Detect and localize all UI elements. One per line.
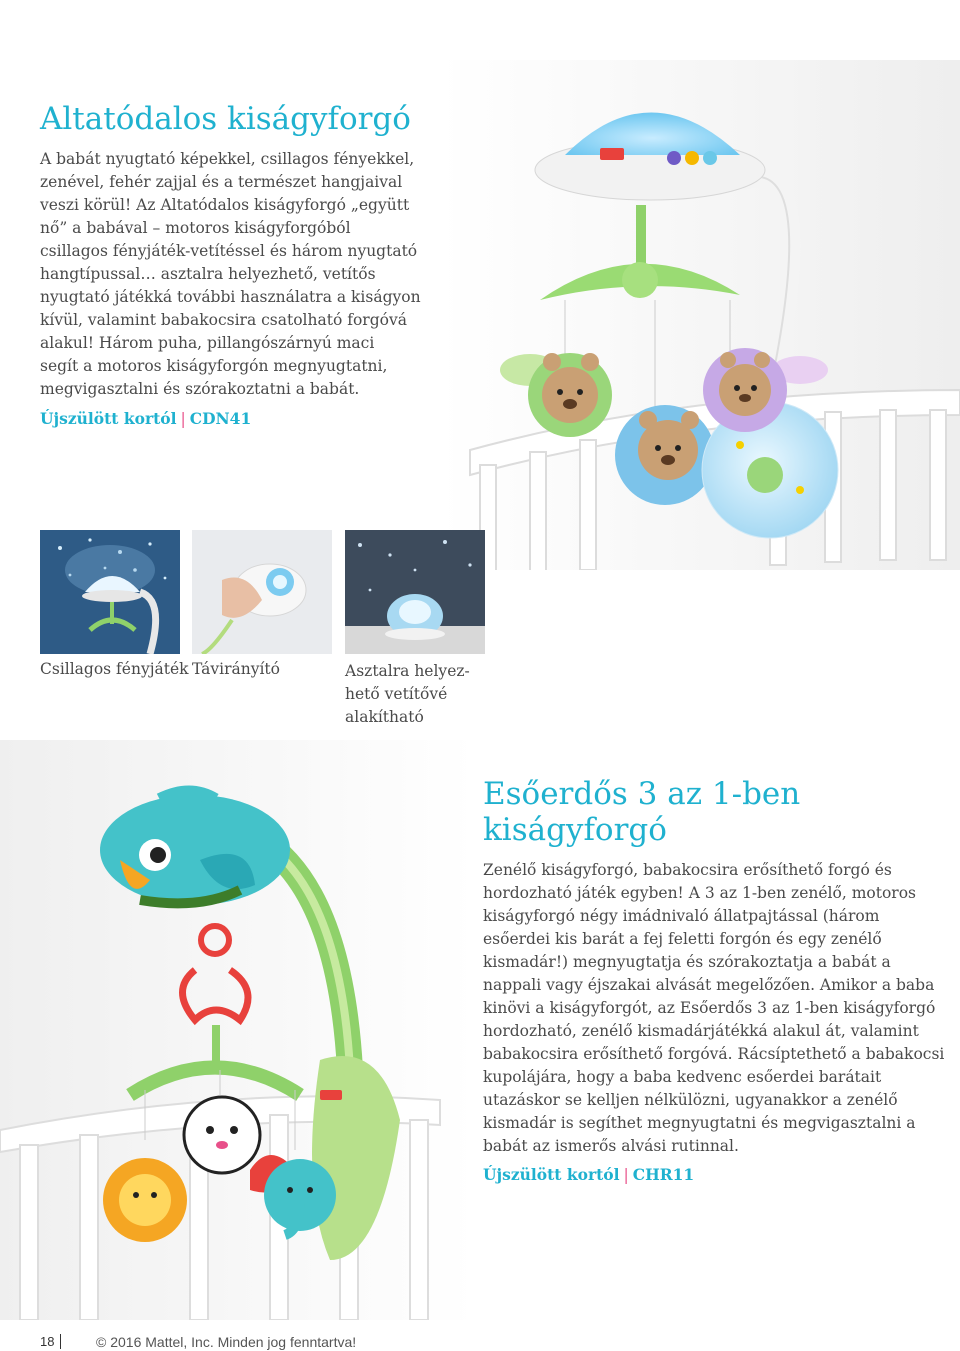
product-image-altatodalos-mobile <box>440 60 960 570</box>
meta-separator: | <box>623 1166 629 1184</box>
text-line: hangtípussal… asztalra helyezhető, vetítős <box>40 265 376 283</box>
thumbnail-table-projector <box>345 530 485 654</box>
text-line: kupolájára, hogy a baba kedvenc esőerdei barátait <box>483 1068 882 1086</box>
product-meta-cdn41 <box>40 409 251 428</box>
meta-separator: | <box>180 410 186 428</box>
caption-line: Csillagos fényjáték <box>40 660 189 678</box>
text-line: babát az ismerős alvási rutinnal. <box>483 1137 739 1155</box>
text-line: hordozható játék egyben! A 3 az 1-ben zenélő, motoros <box>483 884 916 902</box>
thumbnail-remote-control <box>192 530 332 654</box>
text-line: alakul! Három puha, pillangószárnyú maci <box>40 334 375 352</box>
title-line: kiságyforgó <box>483 811 667 848</box>
thumbnail-caption-remote-control <box>192 658 280 681</box>
text-line: zenével, fehér zajjal és a természet hangjaival <box>40 173 403 191</box>
text-line: kismadár!) megnyugtatja és szórakoztatja a babát a <box>483 953 891 971</box>
text-line: nyugtató játékká további használatra a kiságyon <box>40 288 421 306</box>
text-line: hordozható, zenélő kismadárjátékká alakul át, valamint <box>483 1022 919 1040</box>
product-code: CDN41 <box>189 409 252 428</box>
text-line: esőerdei kis barát a fej feletti forgón és egy zenélő <box>483 930 882 948</box>
text-line: kiságyforgó négy imádnivaló állatpajtással (három <box>483 907 880 925</box>
text-line: nappali vagy éjszakai alvását megelőzően. Amikor a baba <box>483 976 935 994</box>
product-image-rainforest-mobile <box>0 740 475 1320</box>
section-description-esoerdos <box>483 859 953 1158</box>
age-label: Újszülött kortól <box>40 409 177 428</box>
text-line: nő” a babával – motoros kiságyforgóból <box>40 219 351 237</box>
product-meta-chr11 <box>483 1165 694 1184</box>
thumbnail-caption-star-projection <box>40 658 189 681</box>
text-line: kismadár is segíthet megnyugtatni és megvigasztalni a <box>483 1114 916 1132</box>
text-line: csillagos fényjáték-vetítéssel és három nyugtató <box>40 242 418 260</box>
caption-line: Távirányító <box>192 660 280 678</box>
page-number: 18 <box>40 1334 61 1349</box>
thumbnail-caption-table-projector <box>345 660 470 729</box>
title-line: Esőerdős 3 az 1-ben <box>483 776 801 812</box>
product-code: CHR11 <box>632 1165 695 1184</box>
text-line: A babát nyugtató képekkel, csillagos fényekkel, <box>40 150 415 168</box>
caption-line: Asztalra helyez- <box>345 662 470 680</box>
section-title-esoerdos <box>483 777 800 848</box>
text-line: kívül, valamint babakocsira csatolható forgóvá <box>40 311 407 329</box>
text-line: Zenélő kiságyforgó, babakocsira erősíthető forgó és <box>483 861 892 879</box>
text-line: utazáskor se kelljen nélkülözni, ugyanakkor a zenélő <box>483 1091 898 1109</box>
thumbnail-star-projection <box>40 530 180 654</box>
copyright-notice: © 2016 Mattel, Inc. Minden jog fenntartva! <box>96 1334 357 1350</box>
section-description-altatodalos <box>40 148 440 401</box>
caption-line: hető vetítővé <box>345 685 448 703</box>
section-title-altatodalos: Altatódalos kiságyforgó <box>40 101 411 137</box>
caption-line: alakítható <box>345 708 424 726</box>
age-label: Újszülött kortól <box>483 1165 620 1184</box>
text-line: babakocsira erősíthető forgóvá. Rácsíptethető a babakocsi <box>483 1045 945 1063</box>
text-line: veszi körül! Az Altatódalos kiságyforgó „együtt <box>40 196 410 214</box>
text-line: segít a motoros kiságyforgón megnyugtatni, <box>40 357 388 375</box>
text-line: kinövi a kiságyforgót, az Esőerdős 3 az 1-ben kiságyforgó <box>483 999 936 1017</box>
text-line: megvigasztalni és szórakoztatni a babát. <box>40 380 360 398</box>
